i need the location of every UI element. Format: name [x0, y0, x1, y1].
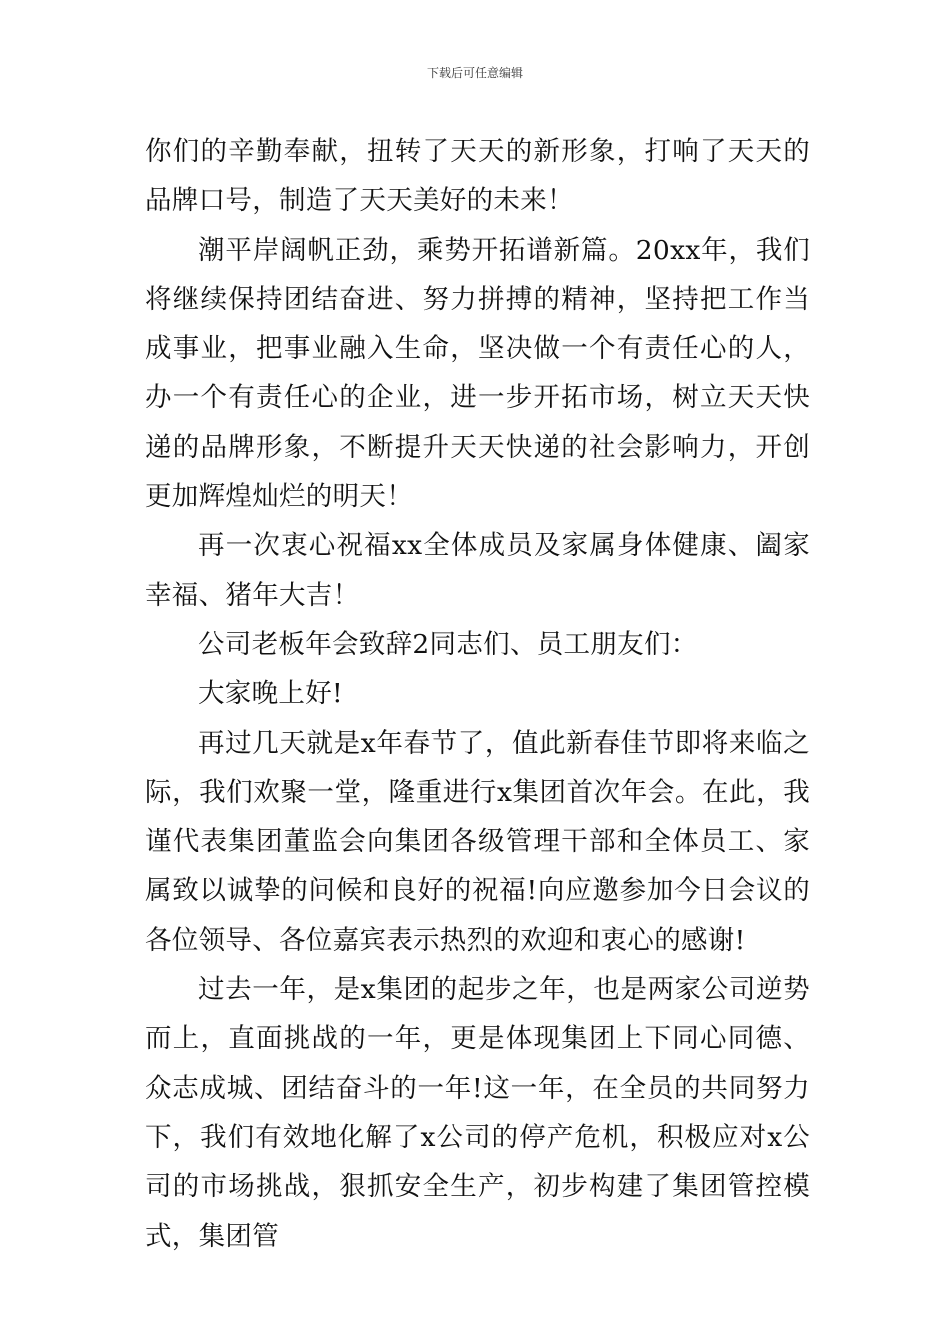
paragraph-7: 过去一年，是x集团的起步之年，也是两家公司逆势而上，直面挑战的一年，更是体现集团上下同心同德、众志成城、团结奋斗的一年!这一年，在全员的共同努力下，我们有效地化解了x公司的停产危机，积极应对x公司的市场挑战，狠抓安全生产，初步构建了集团管控模式，集团管	[145, 974, 810, 1252]
page-header-note: 下载后可任意编辑	[426, 66, 523, 80]
document-body	[145, 127, 810, 1261]
paragraph-3: 再一次衷心祝福xx全体成员及家属身体健康、阖家幸福、猪年大吉！	[145, 530, 810, 611]
paragraph-5: 大家晚上好!	[198, 678, 343, 710]
paragraph-2: 潮平岸阔帆正劲，乘势开拓谱新篇。20xx年，我们将继续保持团结奋进、努力拼搏的精神，坚持把工作当成事业，把事业融入生命，坚决做一个有责任心的人，办一个有责任心的企业，进一步开拓市场，树立天天快递的品牌形象，不断提升天天快递的社会影响力，开创更加辉煌灿烂的明天！	[145, 234, 810, 513]
paragraph-1: 你们的辛勤奉献，扭转了天天的新形象，打响了天天的品牌口号，制造了天天美好的未来！	[145, 136, 810, 217]
paragraph-4: 公司老板年会致辞2同志们、员工朋友们：	[198, 628, 698, 660]
paragraph-6: 再过几天就是x年春节了，值此新春佳节即将来临之际，我们欢聚一堂，隆重进行x集团首次年会。在此，我谨代表集团董监会向集团各级管理干部和全体员工、家属致以诚挚的问候和良好的祝福!向应邀参加今日会议的各位领导、各位嘉宾表示热烈的欢迎和衷心的感谢!	[145, 727, 810, 956]
